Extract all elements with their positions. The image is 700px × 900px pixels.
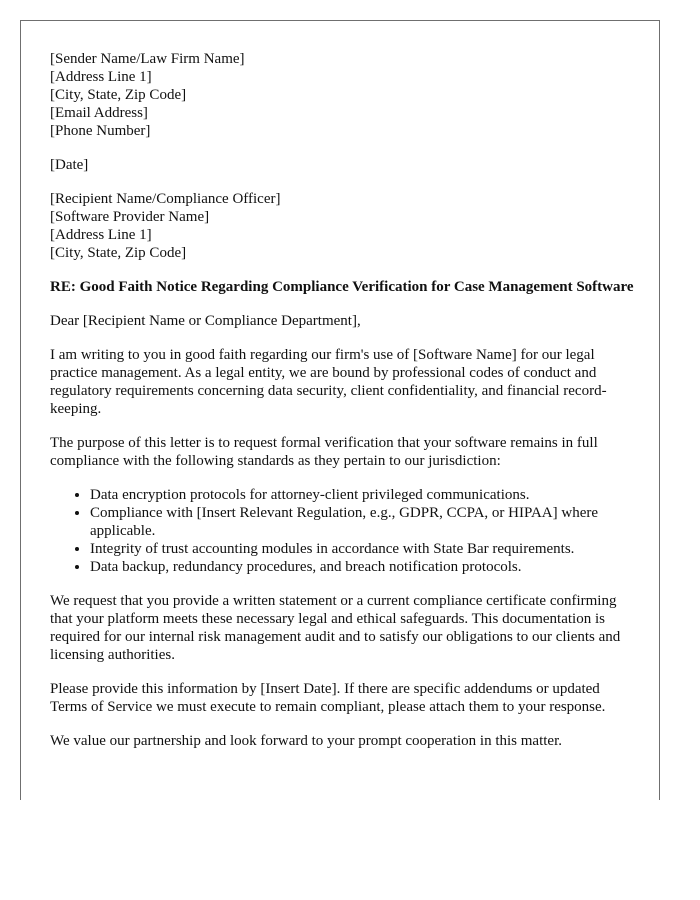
request-paragraph: We request that you provide a written statement or a current compliance certificate confirming that your platform meets these necessary legal and ethical safeguards. This documentation is required for our internal risk management audit and to satisfy our obligations to our clients and licensing authorities. [50,593,621,663]
letter-date: [Date] [50,157,89,173]
subject-line: RE: Good Faith Notice Regarding Compliance Verification for Case Management Software [50,279,634,295]
deadline-paragraph: Please provide this information by [Insert Date]. If there are specific addendums or updated Terms of Service we must execute to remain compliant, please attach them to your response. [50,681,606,715]
sender-email: [Email Address] [50,105,148,121]
standards-list [50,486,640,576]
recipient-city-state-zip: [City, State, Zip Code] [50,245,187,261]
letter-body [50,50,640,766]
intro-paragraph: I am writing to you in good faith regarding our firm's use of [Software Name] for our legal practice management. As a legal entity, we are bound by professional codes of conduct and regulatory requirements concerning data security, client confidentiality, and financial record-keeping. [50,347,607,417]
sender-phone: [Phone Number] [50,123,151,139]
list-item: • Compliance with [Insert Relevant Regulation, e.g., GDPR, CCPA, or HIPAA] where applicable. [90,504,640,540]
closing-paragraph: We value our partnership and look forward to your prompt cooperation in this matter. [50,733,562,749]
sender-city-state-zip: [City, State, Zip Code] [50,87,187,103]
sender-address-block [50,50,640,140]
sender-name: [Sender Name/Law Firm Name] [50,51,245,67]
recipient-name: [Recipient Name/Compliance Officer] [50,191,281,207]
recipient-address-line: [Address Line 1] [50,227,152,243]
purpose-paragraph: The purpose of this letter is to request formal verification that your software remains in full compliance with the following standards as they pertain to our jurisdiction: [50,435,598,469]
list-item: • Data backup, redundancy procedures, and breach notification protocols. [90,558,640,576]
salutation: Dear [Recipient Name or Compliance Department], [50,313,361,329]
list-item: • Data encryption protocols for attorney-client privileged communications. [90,486,640,504]
list-item: • Integrity of trust accounting modules in accordance with State Bar requirements. [90,540,640,558]
letter-page [20,20,660,800]
recipient-company: [Software Provider Name] [50,209,210,225]
sender-address-line: [Address Line 1] [50,69,152,85]
recipient-address-block [50,190,640,262]
